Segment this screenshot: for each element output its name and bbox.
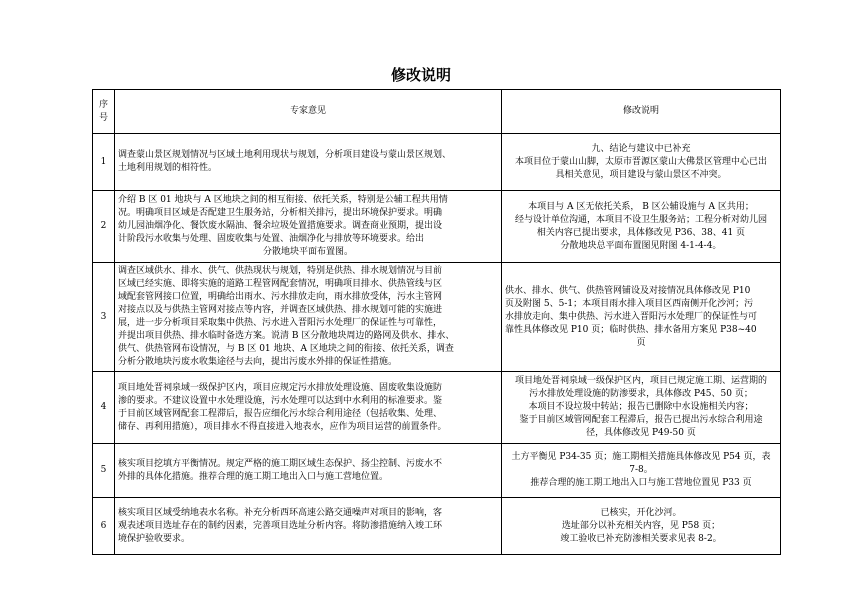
revision-note-cell	[502, 134, 781, 191]
text-line: 污水排放处理设施的防渗要求，具体修改 P45、50 页；	[529, 389, 753, 399]
text-line: 经与设计单位沟通，本项目不设卫生服务站；工程分析对幼儿园	[514, 214, 767, 225]
expert-opinion-cell	[115, 134, 502, 191]
text-line: 相关内容已提出要求，具体修改见 P36、38、41 页	[536, 227, 746, 238]
text-line: 储存、再利用措施），项目排水不得直接进入地表水，应作为项目运营的前置条件。	[118, 421, 447, 432]
document-title: 修改说明	[390, 66, 451, 84]
text-line: 本项目位于蒙山山脚，太原市晋源区蒙山大佛景区管理中心已出	[514, 156, 767, 167]
revision-table	[92, 89, 781, 555]
text-line: 推荐合理的施工期工地出入口与施工营地位置见 P33 页	[530, 478, 752, 488]
text-line: 已核实，开化沙河。	[600, 507, 682, 518]
text-line: 并提出项目供热、排水临时备选方案。说清 B 区分散地块周边的路网及供水、排水、	[118, 331, 455, 341]
text-line: 调查蒙山景区规划情况与区域土地利用现状与规划，分析项目建设与蒙山景区规划、	[118, 150, 452, 160]
table-row	[93, 134, 781, 191]
text-line: 靠性具体修改见 P10 页；临时供热、排水备用方案见 P38~40	[505, 324, 757, 335]
text-line: 幼儿园油烟净化、餐饮废水隔油、餐余垃圾处置措施要求。调查商业预期，提出设	[118, 221, 443, 231]
text-line: 选址部分以补充相关内容，见 P58 页；	[561, 520, 721, 531]
text-line: 计阶段污水收集与处理、固废收集与处置、油烟净化与排放等环境要求。给出	[118, 234, 425, 244]
row-number: 3	[93, 263, 115, 372]
text-line: 分散地块总平面布置图见附图 4-1-4-4。	[560, 240, 722, 251]
text-line: 于目前区域管网配套工程滞后，报告应细化污水综合利用途径（包括收集、处理、	[118, 408, 443, 419]
row-number: 5	[93, 444, 115, 498]
row-number: 2	[93, 191, 115, 263]
revision-note-cell	[502, 444, 781, 498]
text-line: 核实项目挖填方平衡情况。规定严格的施工期区域生态保护、扬尘控制、污废水不	[118, 458, 443, 469]
text-line: 展，进一步分析项目采取集中供热、污水进入晋阳污水处理厂的保证性与可靠性，	[118, 318, 443, 328]
expert-opinion-cell	[115, 444, 502, 498]
text-line: 供气、供热管网布设情况，与 B 区 01 地块、A 区地块之间的衔接、依托关系，调查	[118, 344, 454, 354]
expert-opinion-cell	[115, 498, 502, 555]
row-number: 1	[93, 134, 115, 191]
text-line: 页	[636, 337, 646, 348]
header-num: 序号	[93, 90, 115, 134]
table-row	[93, 498, 781, 555]
expert-opinion-cell	[115, 191, 502, 263]
table-row	[93, 444, 781, 498]
text-line: 水排放走向、集中供热、污水进入晋阳污水处理厂的保证性与可	[505, 311, 758, 322]
text-line: 具相关意见，项目建设与蒙山景区不冲突。	[555, 169, 727, 180]
text-line: 鉴于目前区域管网配套工程滞后，报告已提出污水综合利用途	[519, 415, 763, 425]
expert-opinion-cell	[115, 372, 502, 444]
text-line: 观表述项目选址存在的制约因素，完善项目选址分析内容。将防渗措施纳入竣工环	[118, 520, 443, 531]
revision-note-cell	[502, 191, 781, 263]
text-line: 域配套管网接口位置，明确给出雨水、污水排放走向，雨水排放受体，污水主管网	[118, 292, 443, 302]
text-line: 本项目与 A 区无依托关系， B 区公辅设施与 A 区共用；	[528, 201, 754, 212]
text-line: 项目地处晋祠泉域一级保护区内，项目已规定施工期、运营期的	[514, 376, 767, 386]
revision-note-cell	[502, 498, 781, 555]
text-line: 况。明确项目区域是否配建卫生服务站，分析相关排污，提出环境保护要求。明确	[118, 208, 443, 218]
table-row	[93, 191, 781, 263]
text-line: 调查区域供水、排水、供气、供热现状与规划，特别是供热、排水规划情况与目前	[118, 266, 443, 276]
text-line: 径，具体修改见 P49-50 页	[586, 428, 696, 438]
text-line: 外排的具体化措施。推荐合理的施工期工地出入口与施工营地位置。	[118, 471, 389, 482]
text-line: 分散地块平面布置图。	[262, 247, 353, 257]
text-line: 土地利用规划的相符性。	[118, 163, 218, 173]
text-line: 境保护验收要求。	[118, 533, 191, 544]
text-line: 项目地处晋祠泉域一级保护区内，项目应规定污水排放处理设施、固废收集设施防	[118, 382, 443, 393]
text-line: 区域已经实施、即将实施的道路工程管网配套情况，明确项目排水、供热管线与区	[118, 279, 443, 289]
revision-note-cell	[502, 263, 781, 372]
header-opinion: 专家意见	[115, 90, 502, 134]
text-line: 渗的要求。不建议设置中水处理设施，污水处理可以达到中水利用的标准要求。鉴	[118, 395, 443, 406]
text-line: 分析分散地块污废水收集途径与去向，提出污废水外排的保证性措施。	[118, 357, 398, 367]
text-line: 7-8。	[629, 465, 653, 475]
text-line: 对接点以及与供热主管网对接点等内容，并调查区域供热、排水规划可能的实施进	[118, 305, 443, 315]
text-line: 介绍 B 区 01 地块与 A 区地块之间的相互衔接、依托关系，特别是公辅工程共用情	[118, 195, 448, 205]
table-row	[93, 372, 781, 444]
text-line: 供水、排水、供气、供热管网铺设及对接情况具体修改见 P10	[505, 285, 751, 296]
text-line: 本项目不设垃圾中转站；报告已删除中水设施相关内容；	[528, 402, 754, 412]
table-row	[93, 263, 781, 372]
header-revision: 修改说明	[502, 90, 781, 134]
row-number: 4	[93, 372, 115, 444]
text-line: 核实项目区域受纳地表水名称。补充分析西环高速公路交通噪声对项目的影响，客	[118, 507, 443, 518]
revision-note-cell	[502, 372, 781, 444]
text-line: 竣工验收已补充防渗相关要求见表 8-2。	[560, 533, 722, 544]
text-line: 页及附图 5、5-1；本项目雨水排入项目区西南侧开化沙河；污	[505, 298, 754, 309]
text-line: 土方平衡见 P34-35 页；施工期相关措施具体修改见 P54 页，表	[511, 452, 771, 462]
expert-opinion-cell	[115, 263, 502, 372]
row-number: 6	[93, 498, 115, 555]
text-line: 九、结论与建议中已补充	[591, 143, 691, 154]
table-header-row	[93, 90, 781, 134]
